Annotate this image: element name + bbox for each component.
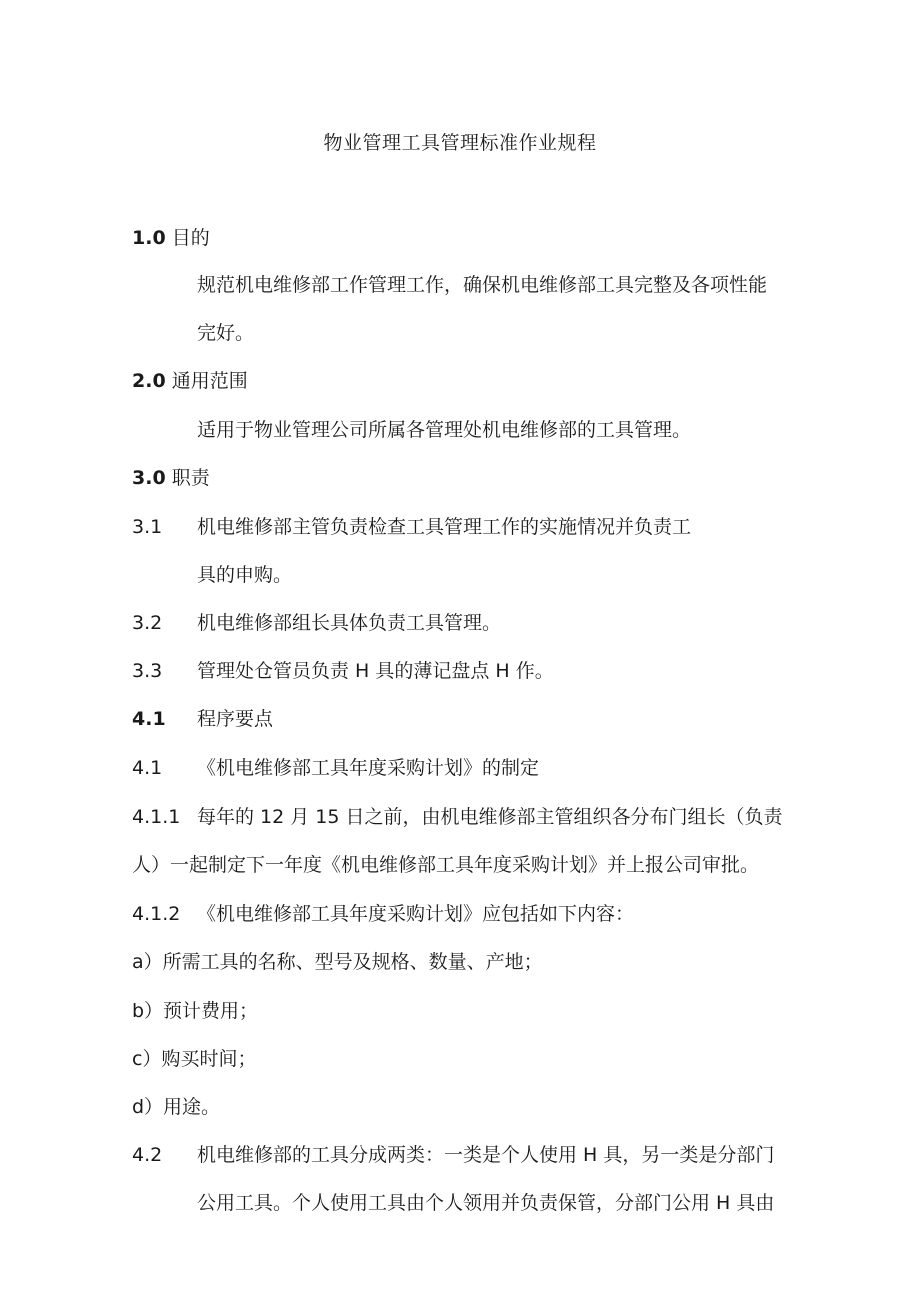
list-item-c: c）购买时间；	[132, 1048, 257, 1070]
section-label: 职责	[171, 467, 210, 489]
clause-4-1-2-number: 4.1.2	[132, 903, 181, 925]
clause-4-1-1-number: 4.1.1	[132, 806, 181, 828]
section-4-1-number: 4.1	[132, 708, 166, 730]
section-3-heading	[132, 466, 210, 490]
section-2-heading	[132, 369, 248, 393]
paragraph-line: 完好。	[197, 322, 255, 344]
clause-3-3-text: 管理处仓管员负责 H 具的薄记盘点 H 作。	[197, 660, 554, 682]
list-item-b: b）预计费用；	[132, 1000, 259, 1022]
paragraph-line: 具的申购。	[197, 564, 293, 586]
paragraph-line: 公用工具。个人使用工具由个人领用并负责保管，分部门公用 H 具由	[197, 1192, 775, 1214]
clause-4-1-number: 4.1	[132, 757, 163, 779]
section-number: 3.0	[132, 467, 166, 489]
clause-4-1-1-text: 每年的 12 月 15 日之前，由机电维修部主管组织各分布门组长（负责	[197, 806, 783, 828]
clause-4-2-text: 机电维修部的工具分成两类：一类是个人使用 H 具，另一类是分部门	[197, 1144, 775, 1166]
clause-3-1-text: 机电维修部主管负责检查工具管理工作的实施情况并负责工	[197, 516, 692, 538]
section-1-heading	[132, 226, 210, 250]
section-label: 目的	[171, 227, 210, 249]
clause-3-2-number: 3.2	[132, 612, 163, 634]
paragraph-line: 规范机电维修部工作管理工作，确保机电维修部工具完整及各项性能	[197, 274, 768, 296]
list-item-d: d）用途。	[132, 1096, 221, 1118]
clause-3-1-number: 3.1	[132, 516, 163, 538]
section-number: 2.0	[132, 370, 166, 392]
clause-4-1-2-text: 《机电维修部工具年度采购计划》应包括如下内容：	[197, 903, 635, 925]
list-item-a: a）所需工具的名称、型号及规格、数量、产地；	[132, 951, 543, 973]
clause-3-2-text: 机电维修部组长具体负责工具管理。	[197, 612, 502, 634]
clause-4-1-text: 《机电维修部工具年度采购计划》的制定	[197, 757, 540, 779]
document-title: 物业管理工具管理标准作业规程	[323, 132, 597, 154]
section-4-1-heading: 程序要点	[197, 708, 274, 730]
clause-3-3-number: 3.3	[132, 660, 163, 682]
paragraph-line: 人）一起制定下一年度《机电维修部工具年度采购计划》并上报公司审批。	[132, 854, 760, 876]
section-label: 通用范围	[171, 370, 248, 392]
clause-4-2-number: 4.2	[132, 1144, 163, 1166]
paragraph-line: 适用于物业管理公司所属各管理处机电维修部的工具管理。	[197, 419, 692, 441]
section-number: 1.0	[132, 227, 166, 249]
